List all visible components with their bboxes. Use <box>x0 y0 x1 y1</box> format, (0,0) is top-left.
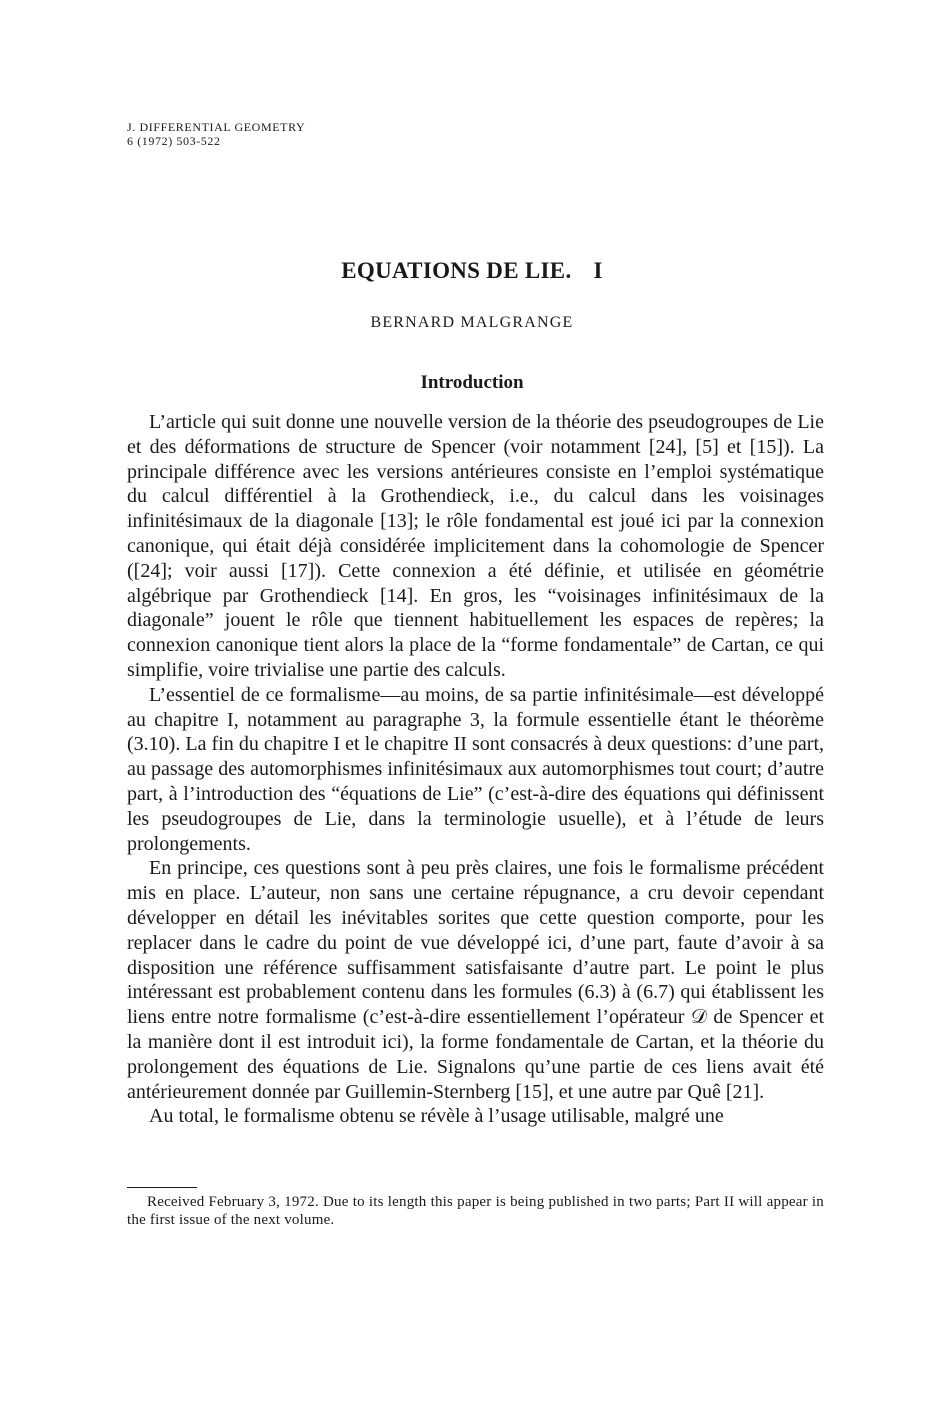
journal-header <box>127 120 305 148</box>
footnote-rule <box>127 1187 197 1188</box>
author-name: BERNARD MALGRANGE <box>370 314 574 331</box>
body-text <box>127 410 824 1129</box>
footnote-text: Received February 3, 1972. Due to its length this paper is being published in two parts; Part II will appear in the first issue of the next volume. <box>127 1194 824 1228</box>
paper-title-main: EQUATIONS DE LIE. <box>341 258 572 283</box>
paper-title-part: I <box>593 258 603 283</box>
section-heading: Introduction <box>420 372 524 393</box>
paragraph: En principe, ces questions sont à peu près claires, une fois le formalisme précédent mis en place. L’auteur, non sans une certaine répugnance, a cru devoir cependant développer en détail les inévitables sorites que cette question comporte, pour les replacer dans le cadre du point de vue développé ici, d’une part, faute d’avoir à sa disposition une référence suffisamment satisfaisante d’autre part. Le point le plus intéressant est probablement contenu dans les formules (6.3) à (6.7) qui établissent les liens entre notre formalisme (c’est-à-dire essentiellement l’opérateur 𝒟 de Spencer et la manière dont il est introduit ici), la forme fondamentale de Cartan, et la théorie du prolongement des équations de Lie. Signalons qu’une partie de ces liens avait été antérieurement donnée par Guillemin-Sternberg [15], et une autre par Quê [21]. <box>127 857 824 1103</box>
paragraph: L’essentiel de ce formalisme—au moins, de sa partie infinitésimale—est développé au chapitre I, notamment au paragraphe 3, la formule essentielle étant le théorème (3.10). La fin du chapitre I et le chapitre II sont consacrés à deux questions: d’une part, au passage des automorphismes infinitésimaux aux automorphismes tout court; d’autre part, à l’introduction des “équations de Lie” (c’est-à-dire des équations qui définissent les pseudogroupes de Lie, dans la terminologie usuelle), et à l’étude de leurs prolongements. <box>127 683 824 855</box>
paper-title <box>0 258 944 284</box>
journal-citation: 6 (1972) 503-522 <box>127 134 221 148</box>
paragraph: L’article qui suit donne une nouvelle version de la théorie des pseudogroupes de Lie et des déformations de structure de Spencer (voir notamment [24], [5] et [15]). La principale différence avec les versions antérieures consiste en l’emploi systématique du calcul différentiel à la Grothendieck, i.e., du calcul dans les voisinages infinitésimaux de la diagonale [13]; le rôle fondamental est joué ici par la connexion canonique, qui était déjà considérée implicitement dans la cohomologie de Spencer ([24]; voir aussi [17]). Cette connexion a été définie, et utilisée en géométrie algébrique par Grothendieck [14]. En gros, les “voisinages infinitésimaux de la diagonale” jouent le rôle que tiennent habituellement les espaces de repères; la connexion canonique tient alors la place de la “forme fondamentale” de Cartan, ce qui simplifie, voire trivialise une partie des calculs. <box>127 411 824 681</box>
footnote <box>127 1193 824 1229</box>
journal-name: J. DIFFERENTIAL GEOMETRY <box>127 120 306 134</box>
paragraph: Au total, le formalisme obtenu se révèle à l’usage utilisable, malgré une <box>149 1105 724 1128</box>
